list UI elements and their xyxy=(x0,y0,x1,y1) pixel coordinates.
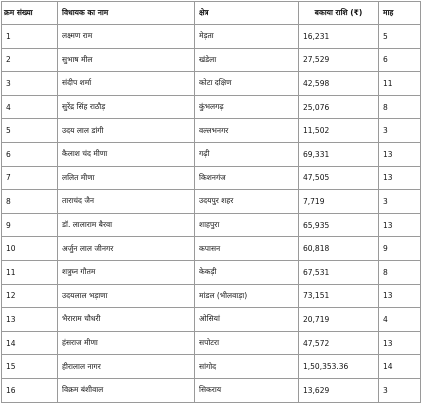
table-row xyxy=(2,355,421,379)
table-header-row xyxy=(2,2,421,25)
cell-constituency: कोटा दक्षिण xyxy=(195,72,299,96)
cell-legislator-name: अर्जुन लाल जीनगर xyxy=(58,237,195,261)
cell-outstanding-amount: 11,502 xyxy=(299,119,379,143)
table-row xyxy=(2,308,421,332)
cell-legislator-name: सुरेंद्र सिंह राठौड़ xyxy=(58,95,195,119)
table-row xyxy=(2,284,421,308)
table-body xyxy=(2,25,421,403)
cell-outstanding-amount: 69,331 xyxy=(299,142,379,166)
cell-legislator-name: भैराराम चौधरी xyxy=(58,308,195,332)
cell-months: 13 xyxy=(379,331,421,355)
cell-constituency: सांगोद xyxy=(195,355,299,379)
cell-constituency: कपासन xyxy=(195,237,299,261)
cell-legislator-name: संदीप शर्मा xyxy=(58,72,195,96)
cell-serial-number: 2 xyxy=(2,48,58,72)
cell-legislator-name: सुभाष मील xyxy=(58,48,195,72)
cell-outstanding-amount: 42,598 xyxy=(299,72,379,96)
cell-outstanding-amount: 73,151 xyxy=(299,284,379,308)
table-row xyxy=(2,25,421,49)
cell-months: 5 xyxy=(379,25,421,49)
cell-months: 4 xyxy=(379,308,421,332)
cell-months: 14 xyxy=(379,355,421,379)
cell-constituency: शाहपुरा xyxy=(195,213,299,237)
cell-legislator-name: शत्रुघ्न गौतम xyxy=(58,260,195,284)
cell-months: 11 xyxy=(379,72,421,96)
cell-legislator-name: डॉ. लालाराम बैरवा xyxy=(58,213,195,237)
cell-outstanding-amount: 47,572 xyxy=(299,331,379,355)
cell-months: 9 xyxy=(379,237,421,261)
cell-months: 3 xyxy=(379,119,421,143)
cell-serial-number: 11 xyxy=(2,260,58,284)
cell-outstanding-amount: 60,818 xyxy=(299,237,379,261)
table-row xyxy=(2,378,421,402)
cell-serial-number: 1 xyxy=(2,25,58,49)
cell-outstanding-amount: 1,50,353.36 xyxy=(299,355,379,379)
table-row xyxy=(2,331,421,355)
table-row xyxy=(2,237,421,261)
cell-serial-number: 8 xyxy=(2,190,58,214)
table-row xyxy=(2,48,421,72)
cell-serial-number: 6 xyxy=(2,142,58,166)
cell-constituency: वल्लभनगर xyxy=(195,119,299,143)
table-row xyxy=(2,213,421,237)
cell-months: 8 xyxy=(379,95,421,119)
cell-months: 13 xyxy=(379,166,421,190)
cell-constituency: उदयपुर शहर xyxy=(195,190,299,214)
cell-outstanding-amount: 25,076 xyxy=(299,95,379,119)
cell-outstanding-amount: 47,505 xyxy=(299,166,379,190)
cell-constituency: मेड़ता xyxy=(195,25,299,49)
cell-constituency: कुंभलगढ़ xyxy=(195,95,299,119)
header-legislator-name: विधायक का नाम xyxy=(58,2,195,25)
table-row xyxy=(2,190,421,214)
cell-legislator-name: हीरालाल नागर xyxy=(58,355,195,379)
table-row xyxy=(2,142,421,166)
cell-months: 8 xyxy=(379,260,421,284)
cell-serial-number: 9 xyxy=(2,213,58,237)
header-serial-number: क्रम संख्या xyxy=(2,2,58,25)
cell-outstanding-amount: 16,231 xyxy=(299,25,379,49)
cell-serial-number: 14 xyxy=(2,331,58,355)
cell-outstanding-amount: 65,935 xyxy=(299,213,379,237)
outstanding-dues-table xyxy=(1,1,421,403)
header-outstanding-amount: बकाया राशि (₹) xyxy=(299,2,379,25)
cell-legislator-name: उदय लाल डांगी xyxy=(58,119,195,143)
cell-constituency: गढ़ी xyxy=(195,142,299,166)
cell-constituency: केकड़ी xyxy=(195,260,299,284)
cell-serial-number: 10 xyxy=(2,237,58,261)
table-row xyxy=(2,260,421,284)
cell-serial-number: 15 xyxy=(2,355,58,379)
cell-legislator-name: ललित मीणा xyxy=(58,166,195,190)
cell-outstanding-amount: 27,529 xyxy=(299,48,379,72)
header-constituency: क्षेत्र xyxy=(195,2,299,25)
table-row xyxy=(2,119,421,143)
cell-constituency: खंडेला xyxy=(195,48,299,72)
cell-constituency: किशनगंज xyxy=(195,166,299,190)
cell-constituency: मांडल (भीलवाड़ा) xyxy=(195,284,299,308)
header-months: माह xyxy=(379,2,421,25)
cell-legislator-name: कैलाश चंद मीणा xyxy=(58,142,195,166)
cell-months: 6 xyxy=(379,48,421,72)
cell-legislator-name: विक्रम बंशीवाल xyxy=(58,378,195,402)
table-row xyxy=(2,166,421,190)
cell-constituency: ओसियां xyxy=(195,308,299,332)
cell-serial-number: 12 xyxy=(2,284,58,308)
cell-serial-number: 13 xyxy=(2,308,58,332)
cell-months: 3 xyxy=(379,190,421,214)
cell-outstanding-amount: 20,719 xyxy=(299,308,379,332)
cell-months: 13 xyxy=(379,142,421,166)
cell-outstanding-amount: 13,629 xyxy=(299,378,379,402)
cell-legislator-name: हंसराज मीणा xyxy=(58,331,195,355)
cell-outstanding-amount: 7,719 xyxy=(299,190,379,214)
table-row xyxy=(2,95,421,119)
cell-legislator-name: उदयलाल भड़ाणा xyxy=(58,284,195,308)
cell-serial-number: 5 xyxy=(2,119,58,143)
cell-serial-number: 7 xyxy=(2,166,58,190)
cell-constituency: सिकराय xyxy=(195,378,299,402)
cell-legislator-name: लक्ष्मण राम xyxy=(58,25,195,49)
cell-serial-number: 16 xyxy=(2,378,58,402)
cell-constituency: सपोटरा xyxy=(195,331,299,355)
cell-months: 13 xyxy=(379,213,421,237)
cell-serial-number: 4 xyxy=(2,95,58,119)
cell-serial-number: 3 xyxy=(2,72,58,96)
cell-months: 3 xyxy=(379,378,421,402)
cell-legislator-name: ताराचंद जैन xyxy=(58,190,195,214)
cell-outstanding-amount: 67,531 xyxy=(299,260,379,284)
cell-months: 13 xyxy=(379,284,421,308)
table-row xyxy=(2,72,421,96)
